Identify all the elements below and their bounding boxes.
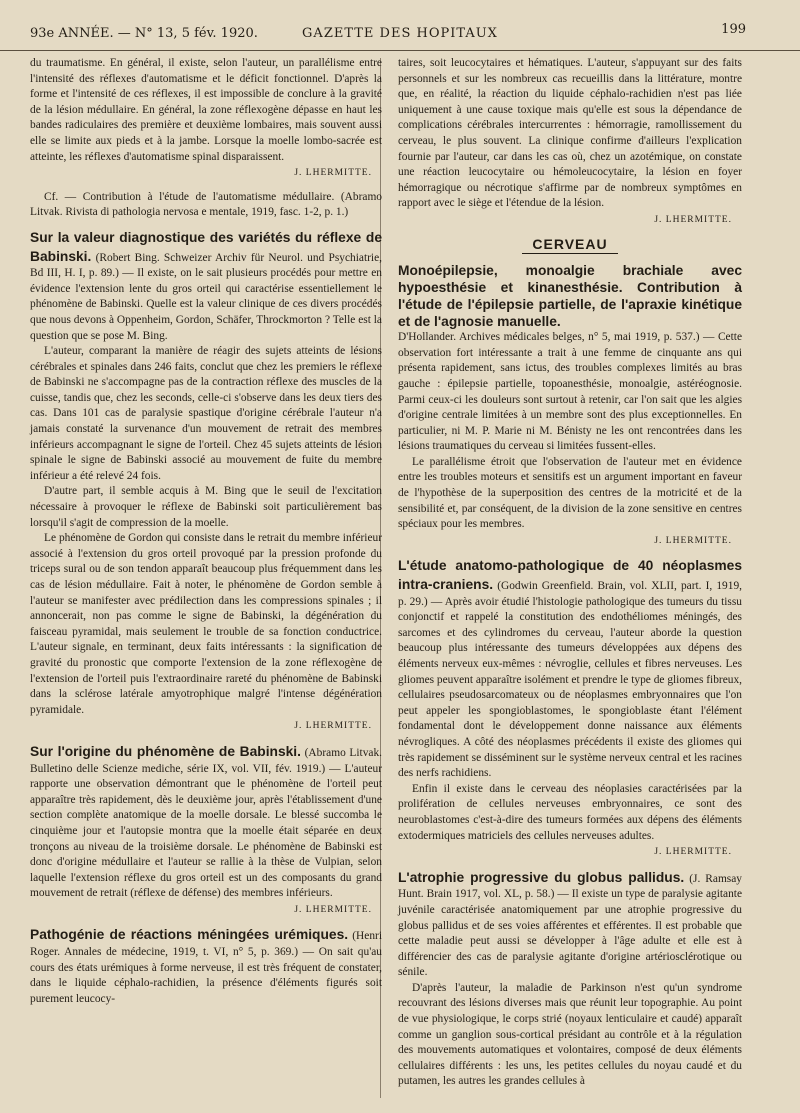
page-number: 199 [721,22,746,37]
issue-info: 93e ANNÉE. — N° 13, 5 fév. 1920. [30,26,258,41]
paragraph: Le phénomène de Gordon qui consiste dans le retrait du membre inférieur associé à l'extension du gros orteil provoqué par la pression profonde du triceps sural ou de son tendon apparaît beaucoup plus fréquemment dans les cas de lésion médullaire. Fait à noter, le phénomène de Gordon semble à l'auteur se manifester avec prédilection dans les compressions spinales ; il annoncerait, non pas comme le signe de Babinski, la dégénération du faisceau pyramidal, mais seulement le trouble de sa fonction conductrice. L'auteur signale, en terminant, deux faits intéressants : la signification de gravité du pronostic que comporte l'extension de la zone réflexogène de l'extension de l'orteil puis l'extraordinaire rareté du phénomène de Babinski dans la sclérose latérale amyotrophique malgré l'intense dégénération pyramidale. [30,532,382,716]
continued-text: taires, soit leucocytaires et hématiques. L'auteur, s'appuyant sur des faits personnels et sur les nombreux cas recueillis dans la littérature, montre que, en réalité, la réaction du liquide céphalo-rachidien n'est pas liée uniquement à une cause toxique mais qu'elle est sous la dépendance de complications cérébrales intercurrentes : hémorragie, ramollissement du cerveau, le plus souvent. La clinique confirme d'ailleurs l'explication fournie par l'auteur, car dans les cas où, chez un azotémique, on constate une réaction leucocytaire ou hémoleucocytaire, la lésion en foyer hémorragique ou nécrotique s'affirme par de nombreux symptômes en rapport avec le siège et l'étendue de la lésion. [398,57,742,210]
signature: J. LHERMITTE. [654,847,732,858]
article-uremie [30,926,382,1007]
article-babinski-valeur [30,229,382,735]
article-title: L'atrophie progressive du globus pallidus. [398,869,685,885]
article-title: Sur l'origine du phénomène de Babinski. [30,743,301,759]
intro-text: du traumatisme. En général, il existe, selon l'auteur, un parallélisme entre l'intensité des réflexes d'automatisme et le déficit fonctionnel. D'après la forme et l'intensité de ces réflexes, il est impossible de conclure à la gravité de la lésion médullaire. En général, la zone réflexogène dépasse en haut les bandes radiculaires des première et deuxième lombaires, mais souvent aussi elle se limite aux pieds et à la jambe. Lorsque la moelle lombo-sacrée est atteinte, les réflexes d'automatisme spinal disparaissent. [30,57,382,163]
article-reference: (J. Ramsay Hunt. Brain 1917, vol. XL, p. 58.) — Il existe un type de paralysie agitante juvénile caractérisée anatomiquement par une atrophie progressive du globus pallidus et de ses voies afférentes et efférentes. Il est probable que cette maladie peut aussi se développer à l'âge adulte et elle est à différencier des cas de paralysie agitante d'origine artériosclérotique ou sénile. [398,872,742,979]
signature: J. LHERMITTE. [654,535,732,546]
article-title: Pathogénie de réactions méningées urémiques. [30,927,349,943]
article-neoplasmes [398,557,742,860]
paragraph: D'autre part, il semble acquis à M. Bing que le seuil de l'excitation nécessaire à provoquer le réflexe de Babinski soit particulièrement bas lorsqu'il s'agit de compression de la moelle. [30,485,382,529]
article-globus-pallidus [398,869,742,1090]
journal-title: GAZETTE DES HOPITAUX [302,26,498,41]
article-reference: (Robert Bing. Schweizer Archiv für Neurol. und Psychiatrie, Bd III, H. I, p. 89.) — Il existe, on le sait plusieurs procédés pour mettre en évidence l'extension lente du gros orteil qui caractérise essentiellement le phénomène de Babinski. Quelle est la valeur clinique de ces divers procédés que nous devons à Oppenheim, Gordon, Schäfer, Throckmorton ? Telle est la question que se pose M. Bing. [30,251,382,342]
left-column [30,56,382,1007]
article-title: Sur la valeur diagnostique des variétés du réflexe de Babinski. [30,229,382,264]
signature: J. LHERMITTE. [294,721,372,732]
article-automatisme [30,190,382,221]
article-reference: (Godwin Greenfield. Brain, vol. XLII, part. I, 1919, p. 29.) — Après avoir étudié l'histologie pathologique des tumeurs du tissu conjonctif et rappelé la constitution des endothéliomes méningés, des sarcomes et des cylindromes du cerveau, l'auteur aborde la question beaucoup plus intéressante des tumeurs développées aux dépens des éléments nerveux eux-mêmes : névroglie, cellules et fibres nerveuses. Les gliomes peuvent apparaître isolément et prendre le type de gliomes fibreux, cellulaires pseudosarcomateux ou de néoplasmes embryonnaires que l'on peut appeler les spongioblastomes, le spongioblaste étant l'élément fondamental dont le développement donne naissance aux éléments névrogliques. A côté des néoplasmes précédents il existe des gliomes qui très rapidement se disséminent sur le système nerveux central et les racines des nerfs rachidiens. [398,580,742,780]
paragraph: Le parallélisme étroit que l'observation de l'auteur met en évidence entre les troubles moteurs et sensitifs est un argument important en faveur de l'hypothèse de la superposition des centres de la motricité et de la sensibilité et, par conséquent, de la division de la zone sensitive en centres spéciaux pour les membres. [398,455,742,531]
article-title: Cf. — Contribution à l'étude de l'automatisme médullaire. (Abramo Litvak. Rivista di pathologia nervosa e mentale, 1919, fasc. 1-2, p. 1.) [30,190,382,219]
page-header [0,0,800,51]
signature: J. LHERMITTE. [654,214,732,225]
section-heading: CERVEAU [398,237,742,255]
article-title: Monoépilepsie, monoalgie brachiale avec hypoesthésie et kinanesthésie. Contribution à l'étude de l'épilepsie partielle, de l'apraxie kinétique et de l'agnosie manuelle. [398,263,742,330]
paragraph: D'après l'auteur, la maladie de Parkinson n'est qu'un syndrome recouvrant des lésions diverses mais que réunit leur topographie. Au point de vue physiologique, le corps strié (noyaux lenticulaire et caudé) apparaît comme un ganglion sous-cortical présidant au contrôle et à la régulation des mouvements automatiques et volontaires, composé de deux éléments cellulaires différents : les uns, les petites cellules du noyau caudé et du putamen, les autres les grandes cellules à [398,981,742,1088]
article-reference: D'Hollander. Archives médicales belges, n° 5, mai 1919, p. 537.) — Cette observation fort intéressante a trait à une femme de cinquante ans qui présenta rapidement, sans ictus, des troubles complexes limités au bras gauche : épilepsie partielle, topoanesthésie, monoalgie, astéréognosie. Parmi ceux-ci les douleurs sont surtout à retenir, car l'on sait que les algies d'origine centrale limitées à un membre sont des plus exceptionnelles. En particulier, ni M. P. Marie ni M. Bénisty ne les ont rencontrées dans les lésions traumatiques du cerveau si limitées fussent-elles. [398,331,742,453]
signature: J. LHERMITTE. [294,904,372,915]
article-monoepilepsie [398,262,742,549]
right-column [398,56,742,1090]
article-babinski-origine [30,743,382,919]
signature: J. LHERMITTE. [294,168,372,179]
article-reference: (Henri Roger. Annales de médecine, 1919, t. VI, n° 5, p. 369.) — On sait qu'au cours des états urémiques à forme nerveuse, il est très fréquent de constater, dans le liquide céphalo-rachidien, la présence d'éléments figurés soit purement leucocy- [30,930,382,1005]
article-reference: (Abramo Litvak. Bulletino delle Scienze mediche, série IX, vol. VII, fév. 1919.) — L'auteur rapporte une observation démontrant que le phénomène de l'orteil peut apparaître très rapidement, dès le deuxième jour, après l'établissement d'une section complète anatomique de la moelle dorsale. Le blessé succomba le cinquième jour et l'autopsie montra que la moelle était séparée en deux tronçons au niveau de la troisième dorsale. Le phénomène de Babinski est donc d'origine médullaire et l'auteur se rallie à la thèse de Vulpian, selon laquelle l'extension réflexe du gros orteil est un des composants du grand mouvement de retrait (réflexe de défense) des membres inférieurs. [30,746,382,900]
article-title: L'étude anatomo-pathologique de 40 néoplasmes intra-craniens. [398,558,742,593]
paragraph: Enfin il existe dans le cerveau des néoplasies caractérisées par la prolifération de cellules nerveuses embryonnaires, ce sont des neuroblastomes c'est-à-dire des tumeurs formées aux dépens des éléments extodermiques matriciels des cellules nerveuses adultes. [398,782,742,842]
paragraph: L'auteur, comparant la manière de réagir des sujets atteints de lésions cérébrales et spinales dans 246 faits, conclut que chez les premiers le réflexe de Babinski ne s'accompagne pas de la contraction réflexe des muscles de la cuisse, tandis que, chez les seconds, celle-ci s'observe dans les deux tiers des cas. Dans 101 cas de paralysie spastique d'origine cérébrale l'auteur n'a jamais constaté la survenance d'un mouvement de retrait des membres inférieurs accompagnant le signe de l'orteil. Chez 45 sujets atteints de lésion spinale le signe de Babinski associé au mouvement de fuite du membre inférieur a été relevé 24 fois. [30,345,382,482]
